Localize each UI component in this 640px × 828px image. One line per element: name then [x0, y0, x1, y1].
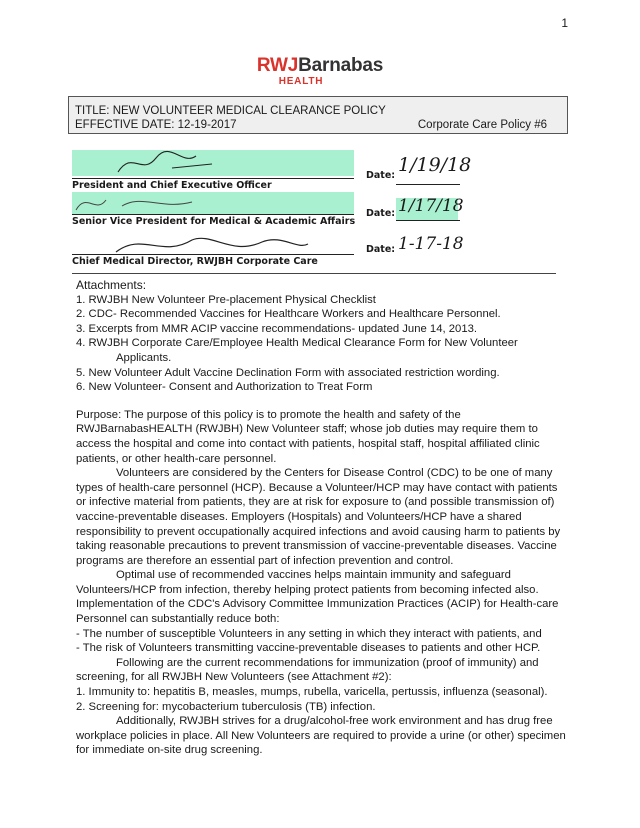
- attachment-item: 2. CDC- Recommended Vaccines for Healthcare Workers and Healthcare Personnel.: [76, 308, 501, 321]
- purpose-paragraph: Purpose: The purpose of this policy is to promote the health and safety of the RWJBarnabasHEALTH (RWJBH) New Volunteer staff; whose job duties may require them to access the hospital and come into contact with patients, hospital staff, hospital affiliated clinic patients, or other health-care personnel.: [76, 408, 540, 465]
- attachment-item: 4. RWJBH Corporate Care/Employee Health Medical Clearance Form for New Volunteer: [76, 337, 518, 350]
- attachments-heading: Attachments:: [76, 278, 147, 292]
- date-label-3: Date:: [366, 244, 396, 255]
- attachment-item: 5. New Volunteer Adult Vaccine Declination Form with associated restriction wording.: [76, 366, 500, 379]
- divider: [72, 273, 556, 274]
- date-label-1: Date:: [366, 170, 396, 181]
- attachment-item: 6. New Volunteer- Consent and Authorization to Treat Form: [76, 381, 373, 394]
- date-label-2: Date:: [366, 208, 396, 219]
- bullet-item: - The risk of Volunteers transmitting vaccine-preventable diseases to patients and other HCP.: [76, 642, 541, 655]
- attachment-item: Applicants.: [116, 351, 172, 364]
- policy-content: [76, 278, 568, 758]
- bullet-item: - The number of susceptible Volunteers in any setting in which they interact with patients, and: [76, 627, 542, 640]
- effective-date: EFFECTIVE DATE: 12-19-2017: [75, 119, 237, 131]
- policy-title-box: [68, 96, 568, 134]
- page-number: 1: [561, 16, 568, 30]
- signature-role-1: President and Chief Executive Officer: [72, 180, 272, 191]
- date-value-2: 1/17/18: [398, 196, 464, 216]
- body-paragraph: Volunteers are considered by the Centers for Disease Control (CDC) to be one of many types of health-care personnel (HCP). Because a Volunteer/HCP may have contact with patients or infective material from patients, they are at risk for exposure to (and possible transmission of) vaccine-preventable diseases. Employers (Hospitals) and Volunteers/HCP have a shared responsibility to prevent occupationally acquired infections and avoid causing harm to patients by taking reasonable precautions to prevent transmission of vaccine-preventable diseases. Vaccine programs are therefore an essential part of infection prevention and control.: [76, 467, 561, 567]
- signature-role-2: Senior Vice President for Medical & Academic Affairs: [72, 216, 356, 227]
- body-paragraph: Following are the current recommendations for immunization (proof of immunity) and screening, for all RWJBH New Volunteers (see Attachment #2):: [76, 656, 539, 684]
- date-value-1: 1/19/18: [398, 154, 472, 176]
- policy-number: Corporate Care Policy #6: [417, 119, 547, 131]
- policy-title: TITLE: NEW VOLUNTEER MEDICAL CLEARANCE POLICY: [75, 105, 386, 117]
- signature-role-3: Chief Medical Director, RWJBH Corporate Care: [72, 256, 318, 267]
- attachment-item: 1. RWJBH New Volunteer Pre-placement Physical Checklist: [76, 293, 376, 306]
- attachment-item: 3. Excerpts from MMR ACIP vaccine recommendations- updated June 14, 2013.: [76, 322, 478, 335]
- signature-scribble-1: [112, 146, 232, 180]
- list-item: 1. Immunity to: hepatitis B, measles, mumps, rubella, varicella, pertussis, influenza (seasonal).: [76, 686, 548, 699]
- list-item: 2. Screening for: mycobacterium tuberculosis (TB) infection.: [76, 700, 376, 713]
- date-value-3: 1-17-18: [398, 234, 464, 254]
- signature-block: [72, 146, 472, 272]
- body-paragraph: Optimal use of recommended vaccines helps maintain immunity and safeguard Volunteers/HCP from infection, thereby helping protect patients from becoming infected also. Implementation of the CDC's Advisory Committee Immunization Practices (ACIP) for Health-care Personnel can substantially reduce both:: [76, 569, 559, 626]
- body-paragraph: Additionally, RWJBH strives for a drug/alcohol-free work environment and has drug free workplace policies in place. All New Volunteers are required to provide a urine (or other) specimen for immediate on-site drug screening.: [76, 715, 566, 757]
- rwjbarnabas-logo: RWJBarnabas HEALTH: [256, 55, 384, 87]
